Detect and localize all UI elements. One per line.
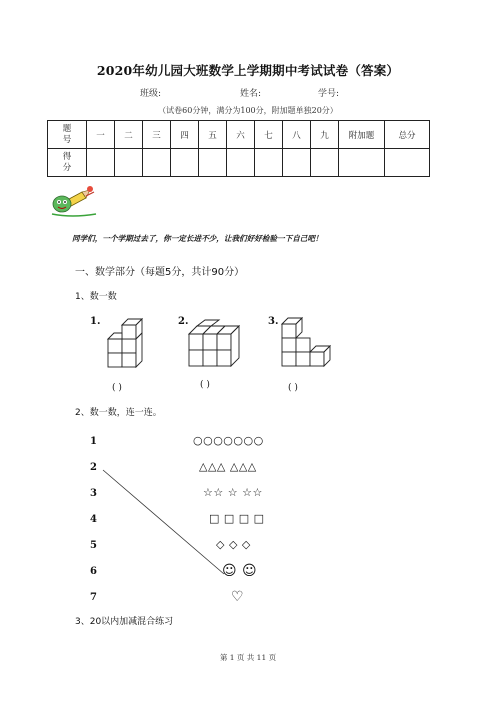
count-number: 5 xyxy=(90,540,97,551)
exam-note: （试卷60分钟，满分为100分，附加题单独20分） xyxy=(158,106,338,115)
page-footer: 第 1 页 共 11 页 xyxy=(219,653,277,662)
figure-number: 1. xyxy=(90,316,101,327)
smileys-row: ☺ ☺ xyxy=(222,563,258,579)
diamonds-row: ◇ ◇ ◇ xyxy=(216,538,251,551)
header-cell: 一 xyxy=(87,121,115,149)
count-number: 2 xyxy=(90,462,97,473)
greeting-text: 同学们，一个学期过去了，你一定长进不少，让我们好好检验一下自己吧！ xyxy=(72,234,323,243)
count-number: 7 xyxy=(90,592,97,603)
count-number: 4 xyxy=(90,514,97,525)
question-3-label: 3、20以内加减混合练习 xyxy=(75,617,174,627)
row-label-text: 得分 xyxy=(62,151,72,173)
figure-number: 3. xyxy=(268,316,279,327)
header-cell: 七 xyxy=(255,121,283,149)
header-cell: 附加题 xyxy=(339,121,385,149)
class-label: 班级: xyxy=(140,89,162,99)
count-number: 6 xyxy=(90,566,97,577)
header-cell: 八 xyxy=(283,121,311,149)
header-text: 题号 xyxy=(62,123,72,145)
squares-row: □ □ □ □ xyxy=(209,512,265,525)
header-cell: 总分 xyxy=(385,121,430,149)
answer-blank[interactable]: ( ) xyxy=(112,383,122,393)
page-title: 2020年幼儿园大班数学上学期期中考试试卷（答案） xyxy=(96,63,400,78)
question-1-label: 1、数一数 xyxy=(75,292,117,302)
figure-number: 2. xyxy=(178,316,189,327)
header-cell: 二 xyxy=(115,121,143,149)
answer-blank[interactable]: ( ) xyxy=(288,383,298,393)
header-cell: 六 xyxy=(227,121,255,149)
section-heading: 一、数学部分（每题5分，共计90分） xyxy=(75,267,245,278)
count-number: 3 xyxy=(90,488,97,499)
header-cell: 九 xyxy=(311,121,339,149)
header-cell: 三 xyxy=(143,121,171,149)
heart-row: ♡ xyxy=(231,589,245,605)
header-cell: 五 xyxy=(199,121,227,149)
stars-row: ☆☆ ☆ ☆☆ xyxy=(203,486,263,499)
count-number: 1 xyxy=(90,436,97,447)
student-id-label: 学号: xyxy=(318,89,340,99)
name-label: 姓名: xyxy=(240,89,262,99)
circles-row: ○○○○○○○ xyxy=(193,434,264,447)
triangles-row: △△△ △△△ xyxy=(199,460,257,473)
question-2-label: 2、数一数，连一连。 xyxy=(75,408,162,418)
answer-blank[interactable]: ( ) xyxy=(200,380,210,390)
header-cell: 四 xyxy=(171,121,199,149)
